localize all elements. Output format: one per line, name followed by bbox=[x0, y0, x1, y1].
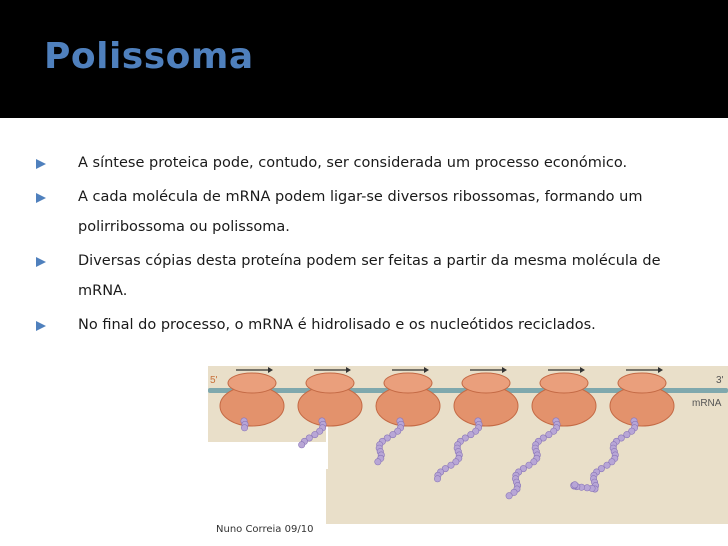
footer-author: Nuno Correia 09/10 bbox=[216, 524, 314, 535]
amino-acid-bead bbox=[298, 442, 304, 448]
amino-acid-bead bbox=[312, 431, 318, 437]
amino-acid-bead bbox=[468, 431, 474, 437]
ribosome-small-subunit bbox=[618, 373, 666, 393]
amino-acid-bead bbox=[526, 462, 532, 468]
slide-title: Polissoma bbox=[44, 36, 254, 77]
ribosome-small-subunit bbox=[228, 373, 276, 393]
amino-acid-bead bbox=[546, 431, 552, 437]
bullet-text: A síntese proteica pode, contudo, ser considerada um processo económico. bbox=[78, 155, 628, 171]
diagram-background bbox=[326, 469, 728, 524]
bullet-item bbox=[36, 310, 696, 340]
bullet-arrow-icon bbox=[36, 193, 46, 203]
amino-acid-bead bbox=[604, 462, 610, 468]
amino-acid-bead bbox=[572, 482, 578, 488]
amino-acid-bead bbox=[434, 476, 440, 482]
amino-acid-bead bbox=[390, 431, 396, 437]
amino-acid-bead bbox=[506, 493, 512, 499]
label-5prime: 5' bbox=[210, 375, 218, 386]
bullet-text: A cada molécula de mRNA podem ligar-se diversos ribossomas, formando um polirribossoma ou polissoma. bbox=[78, 189, 643, 235]
amino-acid-bead bbox=[375, 459, 381, 465]
amino-acid-bead bbox=[241, 425, 247, 431]
bullet-arrow-icon bbox=[36, 159, 46, 169]
bullet-list bbox=[36, 148, 696, 344]
label-mrna: mRNA bbox=[692, 398, 722, 409]
amino-acid-bead bbox=[448, 462, 454, 468]
bullet-item bbox=[36, 246, 696, 306]
bullet-item bbox=[36, 148, 696, 178]
ribosome-small-subunit bbox=[306, 373, 354, 393]
bullet-text: No final do processo, o mRNA é hidrolisado e os nucleótidos reciclados. bbox=[78, 317, 596, 333]
ribosome-small-subunit bbox=[384, 373, 432, 393]
title-bar bbox=[0, 0, 728, 118]
bullet-text: Diversas cópias desta proteína podem ser feitas a partir da mesma molécula de mRNA. bbox=[78, 253, 661, 299]
amino-acid-bead bbox=[624, 431, 630, 437]
ribosome-small-subunit bbox=[540, 373, 588, 393]
label-3prime: 3' bbox=[716, 375, 724, 386]
bullet-item bbox=[36, 182, 696, 242]
bullet-arrow-icon bbox=[36, 257, 46, 267]
polysome-diagram bbox=[208, 366, 728, 524]
bullet-arrow-icon bbox=[36, 321, 46, 331]
ribosome-small-subunit bbox=[462, 373, 510, 393]
